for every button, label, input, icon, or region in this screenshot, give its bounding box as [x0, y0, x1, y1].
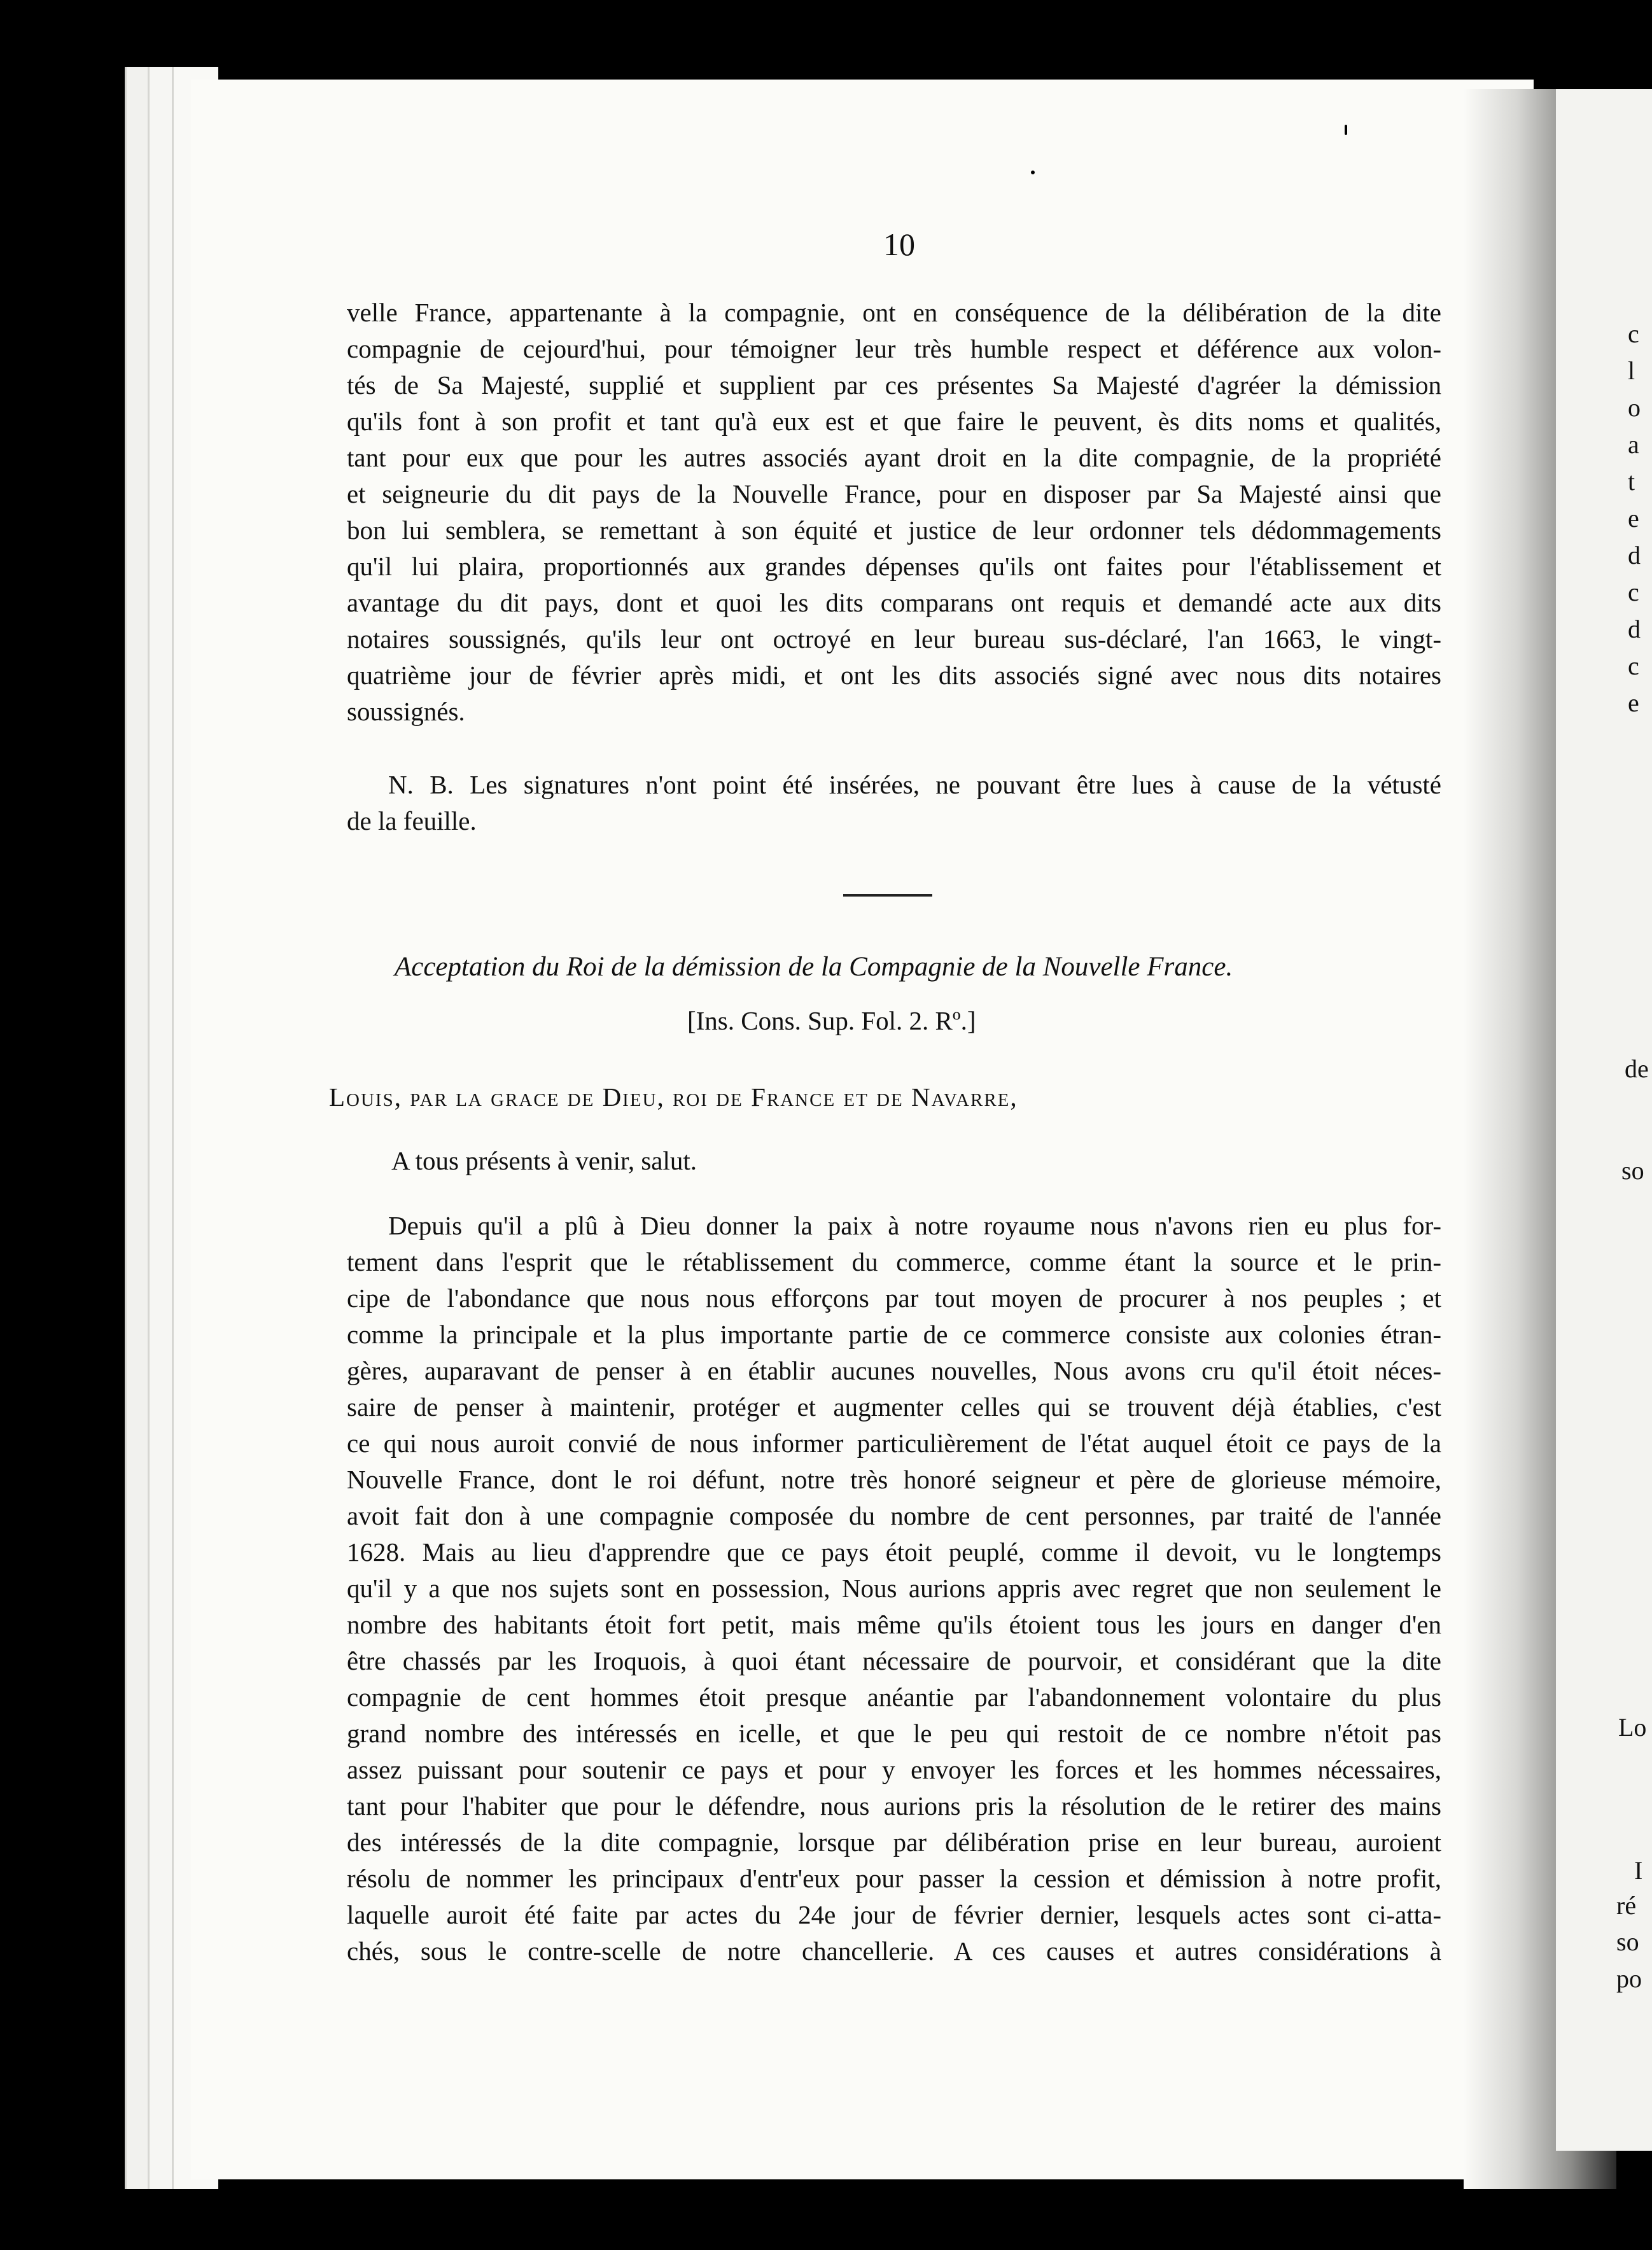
text-line: Nouvelle France, dont le roi défunt, notre très honoré seigneur et père de glorieuse mémoire, [347, 1465, 1441, 1494]
text-line: résolu de nommer les principaux d'entr'eux pour passer la cession et démission à notre profit, [347, 1864, 1441, 1893]
text-line: N. B. Les signatures n'ont point été insérées, ne pouvant être lues à cause de la vétusté [388, 770, 1441, 799]
archive-reference: [Ins. Cons. Sup. Fol. 2. Rº.] [687, 1006, 976, 1035]
text-line: avoit fait don à une compagnie composée du nombre de cent personnes, par traité de l'année [347, 1501, 1441, 1530]
scan-speck [1362, 60, 1369, 68]
text-line: des intéressés de la dite compagnie, lorsque par délibération prise en leur bureau, auroient [347, 1827, 1441, 1857]
text-line: être chassés par les Iroquois, à quoi étant nécessaire de pourvoir, et considérant que la dite [347, 1646, 1441, 1675]
royal-title: Louis, par la grace de Dieu, roi de France et de Navarre, [329, 1082, 1018, 1112]
text-line: qu'ils font à son profit et tant qu'à eux est et que faire le peuvent, ès dits noms et qualités, [347, 407, 1441, 436]
text-line: comme la principale et la plus importante partie de ce commerce consiste aux colonies étran- [347, 1320, 1441, 1349]
paragraph-continuation [347, 295, 1441, 730]
next-page-fragment: c [1628, 578, 1639, 606]
nb-note [347, 767, 1441, 839]
text-line: qu'il lui plaira, proportionnés aux grandes dépenses qu'ils ont faites pour l'établissement et [347, 552, 1441, 581]
text-line: bon lui semblera, se remettant à son équité et justice de leur ordonner tels dédommagements [347, 515, 1441, 545]
scan-speck [1031, 171, 1035, 174]
next-page-fragment: e [1628, 688, 1639, 717]
text-line: chés, sous le contre-scelle de notre chancellerie. A ces causes et autres considérations à [347, 1936, 1441, 1966]
next-page-fragment: l [1628, 356, 1635, 385]
text-line: tement dans l'esprit que le rétablissement du commerce, comme étant la source et le prin- [347, 1247, 1441, 1276]
next-page-fragment: po [1616, 1964, 1642, 1993]
next-page-fragment: ré [1616, 1891, 1637, 1920]
text-line: cipe de l'abondance que nous nous efforçons par tout moyen de procurer à nos peuples ; et [347, 1283, 1441, 1313]
text-line: laquelle auroit été faite par actes du 24e jour de février dernier, lesquels actes sont ci-atta- [347, 1900, 1441, 1929]
text-line: tés de Sa Majesté, supplié et supplient par ces présentes Sa Majesté d'agréer la démission [347, 370, 1441, 400]
text-line: saire de penser à maintenir, protéger et augmenter celles qui se trouvent déjà établies, c'est [347, 1392, 1441, 1422]
text-line: qu'il y a que nos sujets sont en possession, Nous aurions appris avec regret que non seulement le [347, 1574, 1441, 1603]
text-line: soussignés. [347, 697, 465, 726]
next-page-fragment: t [1628, 467, 1635, 496]
text-line: gères, auparavant de penser à en établir aucunes nouvelles, Nous avons cru qu'il étoit néces- [347, 1356, 1441, 1385]
text-line: tant pour eux que pour les autres associés ayant droit en la dite compagnie, de la propriété [347, 443, 1441, 472]
salutation: A tous présents à venir, salut. [391, 1146, 697, 1175]
text-line: avantage du dit pays, dont et quoi les dits comparans ont requis et demandé acte aux dits [347, 588, 1441, 617]
text-line: assez puissant pour soutenir ce pays et pour y envoyer les forces et les hommes nécessaires, [347, 1755, 1441, 1784]
text-line: de la feuille. [347, 806, 477, 835]
section-heading: Acceptation du Roi de la démission de la Compagnie de la Nouvelle France. [395, 952, 1233, 982]
next-page-fragment: a [1628, 430, 1639, 459]
next-page-fragment: c [1628, 652, 1639, 680]
text-line: et seigneurie du dit pays de la Nouvelle France, pour en disposer par Sa Majesté ainsi que [347, 479, 1441, 508]
text-line: 1628. Mais au lieu d'apprendre que ce pays étoit peuplé, comme il devoit, vu le longtemps [347, 1537, 1441, 1567]
text-line: Depuis qu'il a plû à Dieu donner la paix à notre royaume nous n'avons rien eu plus for- [388, 1211, 1441, 1240]
next-page-fragment: I [1634, 1856, 1643, 1885]
section-divider [843, 894, 932, 897]
scan-speck [885, 37, 893, 46]
text-line: velle France, appartenante à la compagnie, ont en conséquence de la délibération de la dite [347, 298, 1441, 327]
decree-paragraph [347, 1208, 1441, 1969]
next-page-fragment: d [1628, 615, 1641, 643]
page-number: 10 [883, 227, 915, 262]
next-page-fragment: so [1616, 1927, 1639, 1956]
scan-speck [1345, 125, 1347, 135]
next-page-fragment: Lo [1618, 1713, 1647, 1742]
text-line: quatrième jour de février après midi, et ont les dits associés signé avec nous dits notaires [347, 660, 1441, 690]
next-page-fragment: so [1621, 1156, 1644, 1185]
next-page-fragment: e [1628, 504, 1639, 533]
next-page-fragment: de [1625, 1054, 1649, 1083]
next-page-fragment: d [1628, 541, 1641, 569]
text-line: compagnie de cejourd'hui, pour témoigner leur très humble respect et déférence aux volon- [347, 334, 1441, 363]
text-line: notaires soussignés, qu'ils leur ont octroyé en leur bureau sus-déclaré, l'an 1663, le vingt- [347, 624, 1441, 653]
next-page-fragment: c [1628, 319, 1639, 348]
text-line: nombre des habitants étoit fort petit, mais même qu'ils étoient tous les jours en danger d'en [347, 1610, 1441, 1639]
text-line: compagnie de cent hommes étoit presque anéantie par l'abandonnement volontaire du plus [347, 1682, 1441, 1712]
next-page-fragment: o [1628, 393, 1641, 422]
text-line: tant pour l'habiter que pour le défendre, nous aurions pris la résolution de le retirer des mains [347, 1791, 1441, 1820]
text-line: grand nombre des intéressés en icelle, et que le peu qui restoit de ce nombre n'étoit pas [347, 1719, 1441, 1748]
text-line: ce qui nous auroit convié de nous informer particulièrement de l'état auquel étoit ce pays de la [347, 1429, 1441, 1458]
